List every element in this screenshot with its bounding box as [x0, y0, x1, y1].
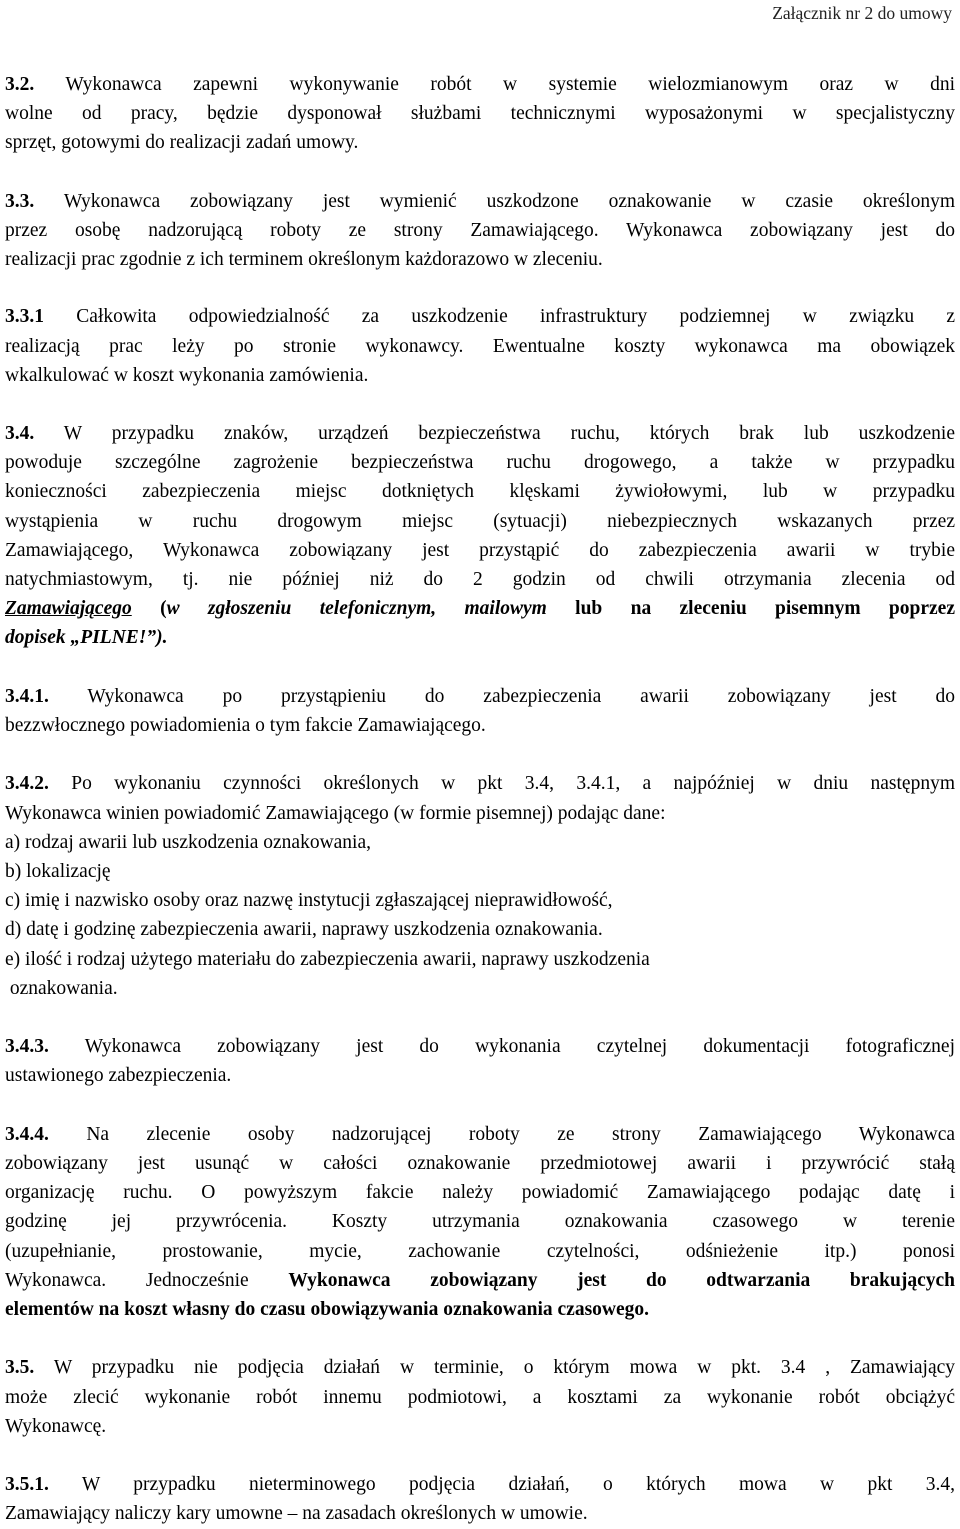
text-line: powoduje szczególne zagrożenie bezpieczeństwa ruchu drogowego, a także w przypadku [5, 452, 955, 474]
section-number: 3.3.1 [5, 306, 44, 328]
attachment-header: Załącznik nr 2 do umowy [772, 3, 952, 23]
section-number: 3.5.1. [5, 1474, 49, 1496]
text-line: elementów na koszt własny do czasu obowiązywania oznakowania czasowego. [5, 1299, 650, 1321]
text-line: Wykonawca winien powiadomić Zamawiającego (w formie pisemnej) podając dane: [5, 802, 666, 824]
emphasis-obligation: Wykonawca zobowiązany jest do odtwarzania brakujących [288, 1269, 955, 1291]
text-line: realizacją prac leży po stronie wykonawcy. Ewentualne koszty wykonawca ma obowiązek [5, 335, 955, 357]
section-number: 3.4. [5, 423, 35, 445]
text-line: 3.3. Wykonawca zobowiązany jest wymienić uszkodzone oznakowanie w czasie określonym [5, 190, 955, 212]
section-3-4-2 [5, 769, 955, 1003]
text-line: dopisek „PILNE!”). [5, 627, 168, 649]
section-number: 3.4.3. [5, 1036, 49, 1058]
section-number: 3.5. [5, 1357, 35, 1379]
text-line: konieczności zabezpieczenia miejsc dotkniętych klęskami żywiołowymi, lub w przypadku [5, 481, 955, 503]
text-line: 3.4.2. Po wykonaniu czynności określonych w pkt 3.4, 3.4.1, a najpóźniej w dniu następnym [5, 773, 956, 795]
text-line: (uzupełnianie, prostowanie, mycie, zachowanie czytelności, odśnieżenie itp.) ponosi [5, 1240, 955, 1262]
emphasis-zamawiajacego: Zamawiającego [5, 598, 132, 620]
section-3-5 [5, 1353, 955, 1441]
list-item-continuation: oznakowania. [5, 977, 118, 999]
section-number: 3.4.1. [5, 685, 49, 707]
text-line: 3.5. W przypadku nie podjęcia działań w terminie, o którym mowa w pkt. 3.4 , Zamawiający [5, 1357, 956, 1379]
emphasis-reporting-channels: w zgłoszeniu telefonicznym, mailowym [166, 598, 547, 620]
section-3-5-1 [5, 1470, 955, 1528]
section-number: 3.4.2. [5, 773, 49, 795]
text-line: 3.4. W przypadku znaków, urządzeń bezpieczeństwa ruchu, których brak lub uszkodzenie [5, 423, 955, 445]
text-line: ustawionego zabezpieczenia. [5, 1065, 232, 1087]
text-line: realizacji prac zgodnie z ich terminem określonym każdorazowo w zleceniu. [5, 249, 603, 271]
text-line: Wykonawcę. [5, 1415, 107, 1437]
text-line: Zamawiającego, Wykonawca zobowiązany jest przystąpić do zabezpieczenia awarii w trybie [5, 539, 955, 561]
section-number: 3.2. [5, 74, 35, 95]
list-item: a) rodzaj awarii lub uszkodzenia oznakowania, [5, 831, 372, 853]
list-item: e) ilość i rodzaj użytego materiału do zabezpieczenia awarii, naprawy uszkodzenia [5, 948, 650, 970]
list-item: c) imię i nazwisko osoby oraz nazwę instytucji zgłaszającej nieprawidłowość, [5, 890, 613, 912]
text-line: 3.4.3. Wykonawca zobowiązany jest do wykonania czytelnej dokumentacji fotograficznej [5, 1036, 955, 1058]
text-line: bezzwłocznego powiadomienia o tym fakcie Zamawiającego. [5, 715, 486, 737]
section-number: 3.3. [5, 190, 35, 212]
section-3-3-1 [5, 302, 955, 390]
text-line: 3.2. Wykonawca zapewni wykonywanie robót w systemie wielozmianowym oraz w dni [5, 74, 955, 95]
text-line: może zlecić wykonanie robót innemu podmiotowi, a kosztami za wykonanie robót obciążyć [5, 1386, 955, 1408]
list-item: d) datę i godzinę zabezpieczenia awarii, naprawy uszkodzenia oznakowania. [5, 919, 603, 941]
text-line: wystąpienia w ruchu drogowym miejsc (sytuacji) niebezpiecznych wskazanych przez [5, 510, 955, 532]
text-line: przez osobę nadzorującą roboty ze strony Zamawiającego. Wykonawca zobowiązany jest do [5, 220, 955, 241]
section-3-4 [5, 419, 955, 653]
text-line: wolne od pracy, będzie dysponował służbami technicznymi wyposażonymi w specjalistyczny [5, 103, 955, 125]
text-line: Zamawiający naliczy kary umowne – na zasadach określonych w umowie. [5, 1503, 588, 1525]
text-line: zobowiązany jest usunąć w całości oznakowanie przedmiotowej awarii i przywrócić stałą [5, 1153, 955, 1175]
text-line: sprzęt, gotowymi do realizacji zadań umowy. [5, 132, 359, 154]
section-3-3 [5, 187, 955, 275]
text-line: 3.4.4. Na zlecenie osoby nadzorującej roboty ze strony Zamawiającego Wykonawca [5, 1123, 956, 1145]
section-3-4-4 [5, 1120, 955, 1324]
section-3-4-1 [5, 682, 955, 740]
text-line: organizację ruchu. O powyższym fakcie należy powiadomić Zamawiającego podając datę i [5, 1182, 955, 1204]
text-line: Zamawiającego (w zgłoszeniu telefonicznym, mailowym lub na zleceniu pisemnym poprzez [5, 598, 955, 620]
section-3-2 [5, 70, 955, 158]
text-line: 3.3.1 Całkowita odpowiedzialność za uszkodzenie infrastruktury podziemnej w związku z [5, 306, 956, 328]
document-body [5, 70, 955, 1529]
section-number: 3.4.4. [5, 1123, 49, 1145]
text-line: wkalkulować w koszt wykonania zamówienia. [5, 364, 369, 386]
text-line: 3.5.1. W przypadku nieterminowego podjęcia działań, o których mowa w pkt 3.4, [5, 1474, 955, 1496]
text-line: Wykonawca. Jednocześnie Wykonawca zobowiązany jest do odtwarzania brakujących [5, 1269, 955, 1291]
section-3-4-3 [5, 1032, 955, 1090]
text-line: natychmiastowym, tj. nie później niż do 2 godzin od chwili otrzymania zlecenia od [5, 569, 955, 591]
text-line: godzinę jej przywrócenia. Koszty utrzymania oznakowania czasowego w terenie [5, 1211, 955, 1233]
list-item: b) lokalizację [5, 861, 111, 883]
text-line: 3.4.1. Wykonawca po przystąpieniu do zabezpieczenia awarii zobowiązany jest do [5, 685, 956, 707]
